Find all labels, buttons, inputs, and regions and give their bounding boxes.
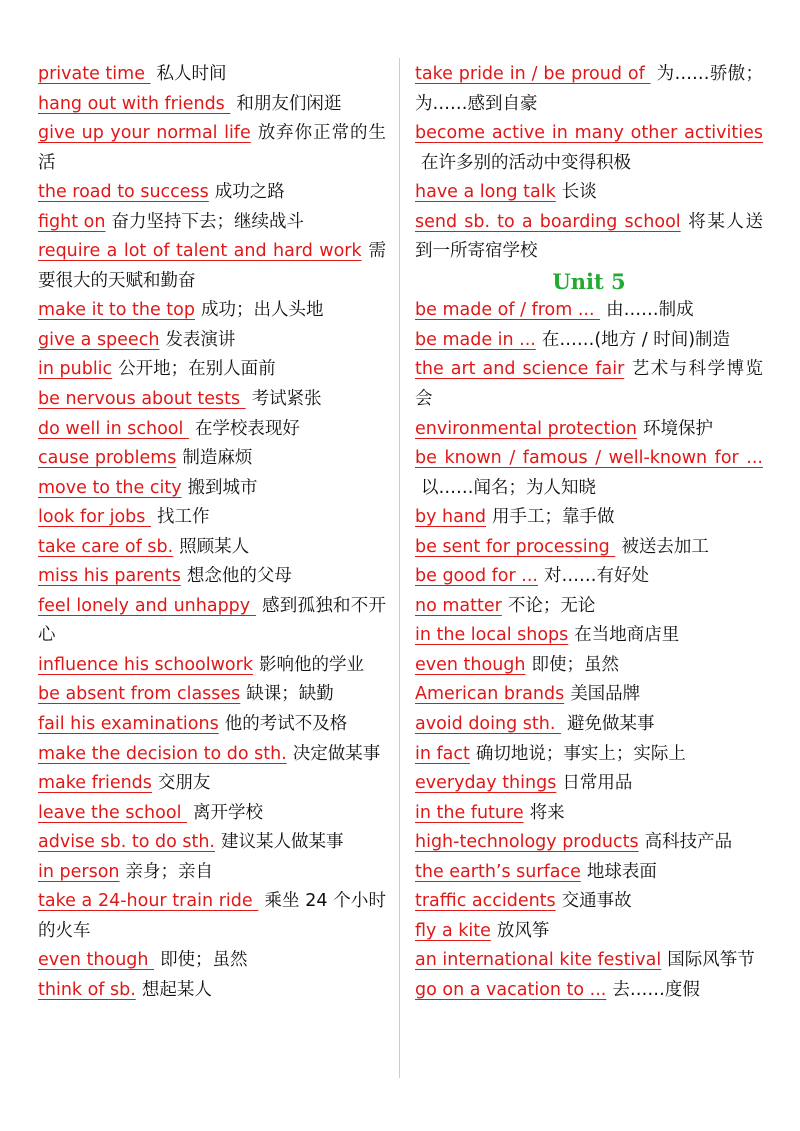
english-phrase: environmental protection [415, 418, 637, 439]
chinese-meaning: 找工作 [156, 507, 210, 528]
vocab-entry [38, 119, 386, 178]
vocab-entry [415, 710, 763, 740]
unit-heading: Unit 5 [552, 268, 626, 294]
english-phrase: feel lonely and unhappy [38, 595, 256, 616]
english-phrase: send sb. to a boarding school [415, 211, 681, 232]
chinese-meaning: 地球表面 [586, 861, 657, 882]
vocab-entry [415, 680, 763, 710]
chinese-meaning: 放风筝 [496, 920, 550, 941]
vocab-entry [38, 385, 386, 415]
english-phrase: in person [38, 861, 120, 882]
chinese-meaning: 交朋友 [157, 773, 211, 794]
english-phrase: traffic accidents [415, 891, 556, 912]
vocab-entry [415, 326, 763, 356]
english-phrase: private time [38, 64, 151, 84]
chinese-meaning: 感到孤独和不开心 [38, 595, 386, 646]
vocab-entry [38, 858, 386, 888]
english-phrase: the art and science fair [415, 359, 625, 380]
chinese-meaning: 私人时间 [156, 64, 227, 84]
vocab-entry [415, 946, 763, 976]
chinese-meaning: 在许多别的活动中变得积极 [421, 152, 631, 173]
chinese-meaning: 艺术与科学博览会 [415, 359, 763, 410]
vocab-entry [415, 651, 763, 681]
english-phrase: even though [415, 654, 526, 675]
chinese-meaning: 将某人送到一所寄宿学校 [415, 211, 764, 262]
english-phrase: in the future [415, 802, 524, 823]
english-phrase: go on a vacation to ... [415, 979, 607, 1000]
vocab-entry [415, 208, 763, 267]
chinese-meaning: 被送去加工 [621, 536, 709, 557]
chinese-meaning: 乘坐 24 个小时的火车 [38, 891, 386, 941]
vocab-entry [415, 592, 763, 622]
chinese-meaning: 照顾某人 [179, 536, 250, 557]
chinese-meaning: 高科技产品 [644, 832, 733, 853]
chinese-meaning: 即使；虽然 [531, 654, 619, 675]
english-phrase: be nervous about tests [38, 389, 246, 410]
chinese-meaning: 在当地商店里 [574, 625, 680, 646]
chinese-meaning: 环境保护 [643, 418, 713, 439]
vocab-entry [38, 592, 386, 651]
chinese-meaning: 美国品牌 [570, 684, 641, 705]
english-phrase: make the decision to do sth. [38, 743, 287, 764]
chinese-meaning: 想起某人 [141, 979, 212, 1000]
english-phrase: take a 24-hour train ride [38, 891, 259, 912]
vocab-entry [38, 740, 386, 770]
chinese-meaning: 即使；虽然 [160, 950, 248, 971]
chinese-meaning: 成功之路 [214, 182, 285, 203]
vocab-entry [415, 444, 763, 503]
chinese-meaning: 缺课；缺勤 [246, 684, 334, 705]
vocab-entry [38, 828, 386, 858]
chinese-meaning: 想念他的父母 [186, 566, 292, 587]
english-phrase: the road to success [38, 182, 209, 203]
english-phrase: miss his parents [38, 566, 181, 587]
vocab-entry [415, 976, 763, 1006]
chinese-meaning: 他的考试不及格 [224, 714, 348, 735]
chinese-meaning: 在……(地方 / 时间)制造 [541, 329, 731, 350]
chinese-meaning: 用手工；靠手做 [492, 507, 615, 528]
chinese-meaning: 由……制成 [606, 300, 694, 321]
vocab-entry [415, 740, 763, 770]
english-phrase: in public [38, 359, 113, 380]
english-phrase: fight on [38, 211, 106, 232]
chinese-meaning: 考试紧张 [251, 389, 322, 410]
chinese-meaning: 避免做某事 [566, 714, 655, 735]
vocab-entry [38, 533, 386, 563]
english-phrase: everyday things [415, 773, 557, 794]
vocab-entry [415, 917, 763, 947]
vocab-entry [38, 562, 386, 592]
vocab-entry [415, 60, 763, 119]
english-phrase: give a speech [38, 329, 160, 350]
vocab-entry [415, 178, 763, 208]
vocab-entry [38, 415, 386, 445]
english-phrase: look for jobs [38, 507, 151, 528]
vocab-entry [38, 60, 386, 90]
chinese-meaning: 将来 [529, 802, 565, 823]
vocab-entry [415, 119, 763, 178]
english-phrase: do well in school [38, 418, 189, 439]
english-phrase: an international kite festival [415, 950, 662, 971]
chinese-meaning: 决定做某事 [292, 743, 381, 764]
english-phrase: avoid doing sth. [415, 714, 561, 735]
vocab-entry [415, 769, 763, 799]
english-phrase: cause problems [38, 448, 177, 469]
chinese-meaning: 为……骄傲；为……感到自豪 [415, 64, 763, 114]
english-phrase: be known / famous / well-known for ... [415, 448, 763, 469]
vocab-entry [38, 237, 386, 296]
vocab-entry [38, 178, 386, 208]
vocab-entry [415, 887, 763, 917]
chinese-meaning: 奋力坚持下去；继续战斗 [111, 211, 304, 232]
english-phrase: even though [38, 950, 155, 971]
english-phrase: in fact [415, 743, 470, 764]
column-divider [399, 58, 400, 1078]
chinese-meaning: 在学校表现好 [194, 418, 300, 439]
vocab-entry [38, 976, 386, 1006]
english-phrase: move to the city [38, 477, 182, 498]
english-phrase: no matter [415, 595, 502, 616]
chinese-meaning: 确切地说；事实上；实际上 [475, 743, 686, 764]
chinese-meaning: 亲身；亲自 [125, 861, 214, 882]
english-phrase: be good for ... [415, 566, 538, 587]
chinese-meaning: 建议某人做某事 [221, 832, 344, 853]
vocab-entry [38, 326, 386, 356]
chinese-meaning: 需要很大的天赋和勤奋 [38, 241, 386, 291]
chinese-meaning: 成功；出人头地 [201, 300, 324, 321]
vocab-entry [38, 444, 386, 474]
english-phrase: think of sb. [38, 979, 136, 1000]
chinese-meaning: 离开学校 [193, 802, 263, 823]
vocab-entry [415, 296, 763, 326]
english-phrase: be sent for processing [415, 536, 616, 557]
vocab-entry [415, 799, 763, 829]
english-phrase: fail his examinations [38, 714, 219, 735]
chinese-meaning: 国际风筝节 [667, 950, 755, 971]
english-phrase: influence his schoolwork [38, 654, 253, 675]
vocab-entry [38, 799, 386, 829]
chinese-meaning: 发表演讲 [165, 329, 236, 350]
vocab-entry [38, 680, 386, 710]
chinese-meaning: 公开地；在别人面前 [118, 359, 276, 380]
english-phrase: American brands [415, 684, 565, 705]
vocab-entry [415, 533, 763, 563]
english-phrase: be made of / from ... [415, 300, 601, 321]
english-phrase: high-technology products [415, 832, 639, 853]
chinese-meaning: 搬到城市 [187, 477, 258, 498]
chinese-meaning: 制造麻烦 [182, 448, 253, 469]
english-phrase: take pride in / be proud of [415, 64, 651, 84]
vocab-entry [38, 474, 386, 504]
english-phrase: make it to the top [38, 300, 195, 321]
vocab-entry [38, 296, 386, 326]
english-phrase: require a lot of talent and hard work [38, 241, 362, 262]
english-phrase: be absent from classes [38, 684, 241, 705]
vocab-entry [415, 355, 763, 414]
vocab-entry [38, 710, 386, 740]
right-column [415, 60, 763, 1006]
english-phrase: fly a kite [415, 920, 491, 941]
vocab-entry [415, 562, 763, 592]
english-phrase: take care of sb. [38, 536, 174, 557]
vocab-entry [415, 415, 763, 445]
chinese-meaning: 不论；无论 [507, 595, 596, 616]
vocab-entry [415, 858, 763, 888]
english-phrase: leave the school [38, 802, 187, 823]
left-column [38, 60, 386, 1006]
chinese-meaning: 对……有好处 [543, 566, 649, 587]
chinese-meaning: 影响他的学业 [258, 654, 364, 675]
english-phrase: be made in ... [415, 329, 536, 350]
chinese-meaning: 长谈 [561, 182, 597, 203]
vocab-entry [38, 90, 386, 120]
vocab-entry [415, 621, 763, 651]
chinese-meaning: 和朋友们闲逛 [236, 93, 342, 114]
chinese-meaning: 交通事故 [561, 891, 632, 912]
english-phrase: by hand [415, 507, 487, 528]
vocab-entry [38, 887, 386, 946]
vocab-entry [38, 208, 386, 238]
vocab-entry [38, 651, 386, 681]
english-phrase: become active in many other activities [415, 123, 763, 144]
chinese-meaning: 去……度假 [612, 979, 700, 1000]
vocab-entry [38, 355, 386, 385]
chinese-meaning: 日常用品 [562, 773, 633, 794]
chinese-meaning: 放弃你正常的生活 [38, 123, 386, 173]
vocab-entry [38, 946, 386, 976]
vocab-entry [415, 828, 763, 858]
chinese-meaning: 以……闻名；为人知晓 [421, 477, 596, 498]
english-phrase: give up your normal life [38, 123, 251, 144]
english-phrase: hang out with friends [38, 93, 231, 114]
vocab-entry [38, 503, 386, 533]
english-phrase: the earth’s surface [415, 861, 581, 882]
vocab-entry [38, 769, 386, 799]
english-phrase: make friends [38, 773, 152, 794]
vocab-entry [415, 503, 763, 533]
english-phrase: in the local shops [415, 625, 569, 646]
english-phrase: have a long talk [415, 182, 556, 203]
english-phrase: advise sb. to do sth. [38, 832, 215, 853]
